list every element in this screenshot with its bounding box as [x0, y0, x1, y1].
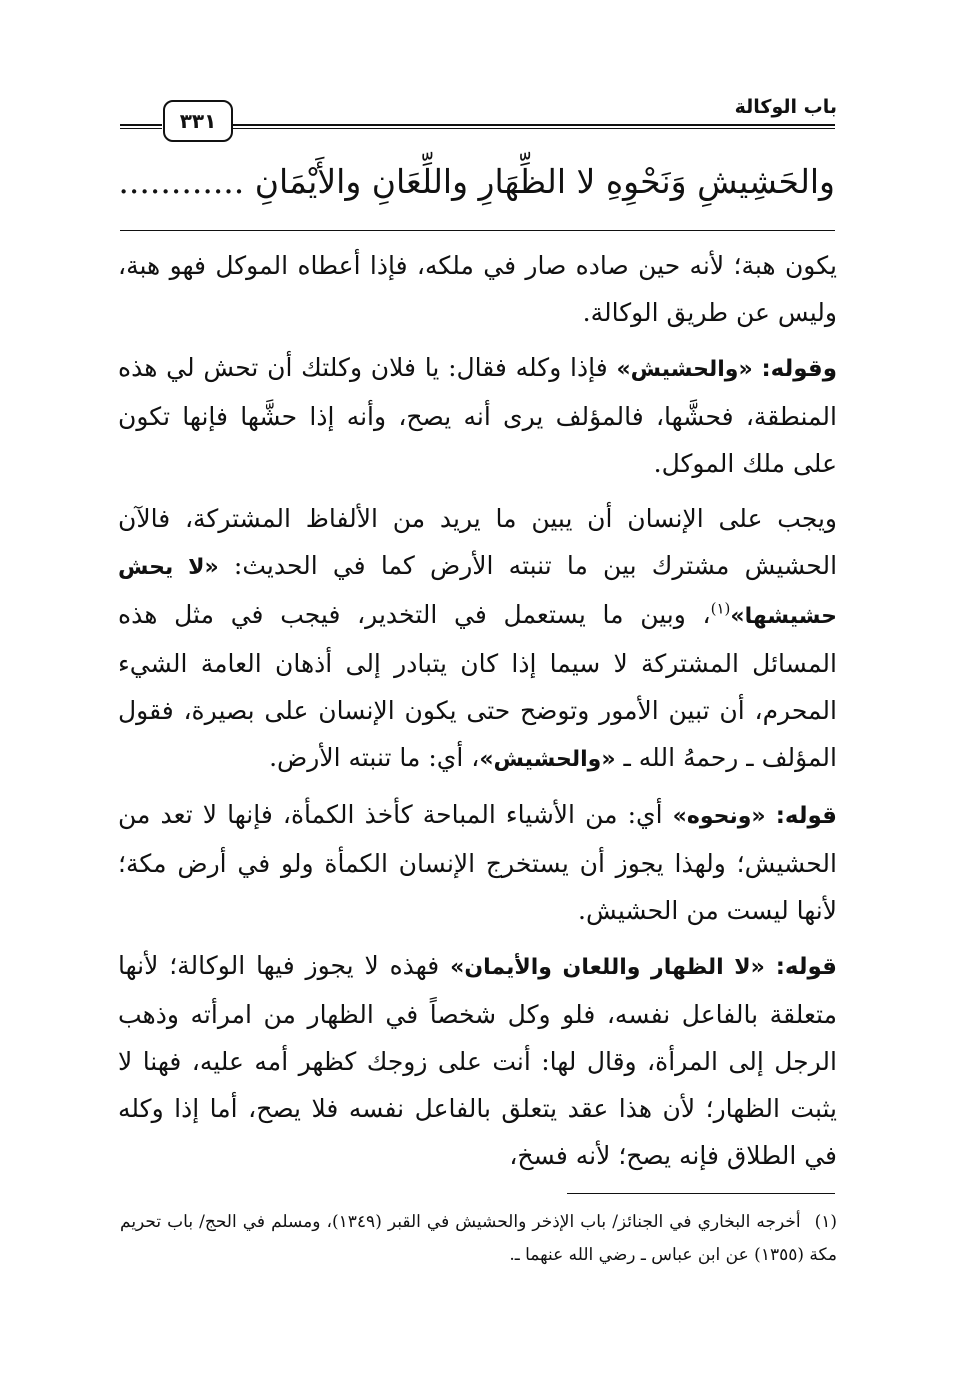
paragraph-lead: قوله:	[775, 803, 837, 829]
paragraph-lead: قوله:	[775, 954, 837, 980]
paragraph-text: ، وبين ما يستعمل في التخدير، فيجب في مثل هذه المسائل المشتركة لا سيما إذا كان يتبادر إلى أذهان العامة الشيء المحرم، أن تبين الأمور وتوضح حتى يكون الإنسان على بصيرة، فقول المؤلف ـ رحمهُ الله ـ	[118, 600, 837, 772]
footnote-number: (١)	[814, 1212, 837, 1232]
footnote-reference[interactable]: (١)	[710, 599, 731, 618]
paragraph-text: ، أي: ما تنبته الأرض.	[269, 743, 480, 772]
running-title: باب الوكالة	[734, 96, 837, 118]
matn-line: والحَشِيشِ وَنَحْوِهِ لا الظِّهَارِ واللِّعَانِ والأَيْمَانِ ............	[118, 162, 835, 201]
paragraph-text: ويجب على الإنسان أن يبين ما يريد من الألفاظ المشتركة، فالآن الحشيش مشترك بين ما تنبته الأرض كما في الحديث:	[118, 504, 838, 580]
page-number: ٣٣١	[163, 100, 233, 142]
hadith-quote: «لا يحش حشيشها»	[118, 555, 837, 629]
footnote-divider	[567, 1193, 835, 1194]
paragraph-text: فهذه لا يجوز فيها الوكالة؛ لأنها متعلقة بالفاعل نفسه، فلو وكل شخصاً في الظهار من امرأته وذهب الرجل إلى المرأة، وقال لها: أنت على زوجك كظهر أمه عليه، فهنا لا يثبت الظهار؛ لأن هذا عقد يتعلق بالفاعل نفسه فلا يصح، أما إذا وكله في الطلاق فإنه يصح؛ لأنه فسخ،	[118, 951, 837, 1170]
paragraph-5	[118, 942, 837, 1179]
body-text	[118, 242, 837, 1179]
header-rule-left	[120, 124, 162, 129]
quoted-term: «والحشيش»	[616, 357, 753, 382]
footnote-text: أخرجه البخاري في الجنائز/ باب الإذخر والحشيش في القبر (١٣٤٩)، ومسلم في الحج/ باب تحريم مكة (١٣٥٥) عن ابن عباس ـ رضي الله عنهما ـ.	[120, 1212, 837, 1265]
paragraph-text: أي: من الأشياء المباحة كأخذ الكمأة، فإنها لا تعد من الحشيش؛ ولهذا يجوز أن يستخرج الإنسان الكمأة ولو في أرض مكة؛ لأنها ليست من الحشيش.	[118, 800, 837, 925]
quoted-term: «ونحوه»	[672, 804, 766, 829]
paragraph-3	[118, 495, 837, 783]
paragraph-lead: وقوله:	[761, 356, 837, 382]
quoted-term: «والحشيش»	[479, 747, 616, 772]
quoted-term: «لا الظهار واللعان والأيمان»	[450, 955, 765, 980]
paragraph-1: يكون هبة؛ لأنه حين صاده صار في ملكه، فإذا أعطاه الموكل فهو هبة، وليس عن طريق الوكالة.	[118, 251, 837, 327]
paragraph-text: فإذا وكله فقال: يا فلان وكلتك أن تحش لي هذه المنطقة، فحشَّها، فالمؤلف يرى أنه يصح، وأنه إذا حشَّها فإنها تكون على ملك الموكل.	[118, 353, 837, 478]
paragraph-4	[118, 791, 837, 934]
paragraph-2	[118, 344, 837, 487]
footnote	[120, 1206, 837, 1272]
footnotes	[120, 1206, 837, 1272]
header-rule	[232, 124, 835, 129]
matn-divider	[120, 230, 835, 231]
